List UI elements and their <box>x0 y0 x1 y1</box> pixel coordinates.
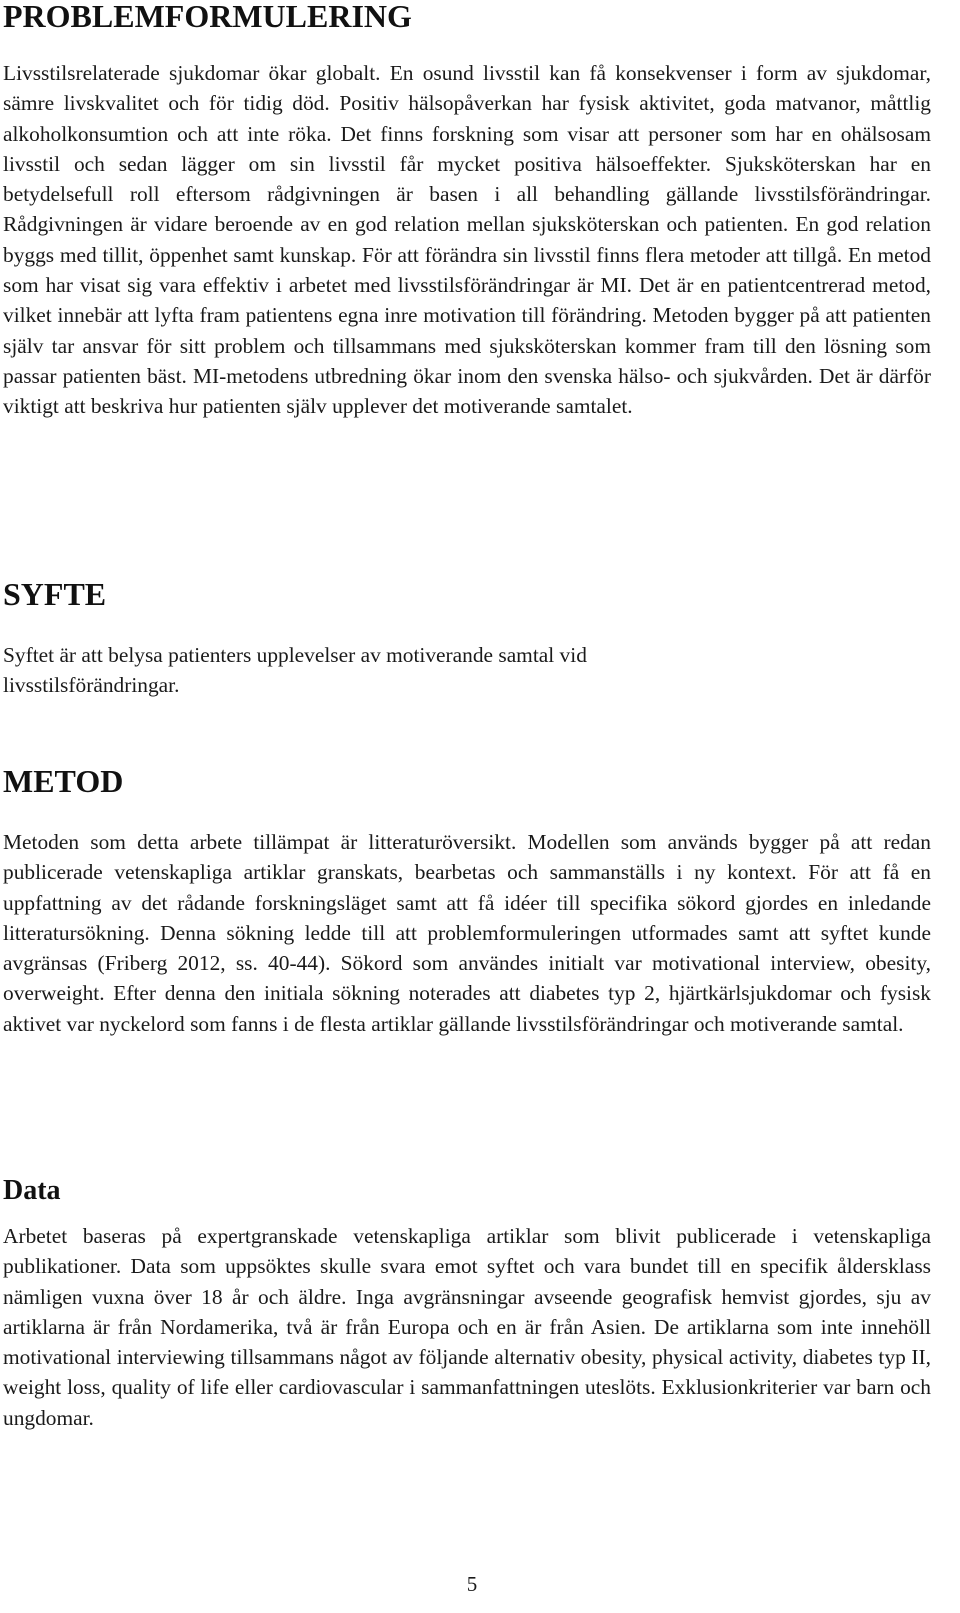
heading-problemformulering: PROBLEMFORMULERING <box>3 0 412 34</box>
page-number: 5 <box>466 1572 478 1596</box>
paragraph-data: Arbetet baseras på expertgranskade vetenskapliga artiklar som blivit publicerade i vetenskapliga publikationer. Data som uppsöktes skulle svara emot syftet och vara bundet till en specifik åldersklass nämligen vuxna över 18 år och äldre. Inga avgränsningar avseende geografisk hemvist gjordes, sju av artiklarna är från Nordamerika, två är från Europa och en är från Asien. De artiklarna som inte innehöll motivational interviewing tillsammans något av följande alternativ obesity, physical activity, diabetes typ II, weight loss, quality of life eller cardiovascular i sammanfattningen uteslöts. Exklusionkriterier var barn och ungdomar. <box>3 1224 931 1430</box>
paragraph-syfte: Syftet är att belysa patienters upplevelser av motiverande samtal vid livsstilsförändringar. <box>3 643 587 698</box>
heading-data: Data <box>3 1175 61 1206</box>
heading-metod: METOD <box>3 763 124 799</box>
paragraph-metod: Metoden som detta arbete tillämpat är litteraturöversikt. Modellen som används bygger på att redan publicerade vetenskapliga artiklar granskats, bearbetas och sammanställs i ny kontext. För att få en uppfattning av det rådande forskningsläget samt att få idéer till specifika sökord gjordes en inledande litteratursökning. Denna sökning ledde till att problemformuleringen utformades samt att syftet kunde avgränsas (Friberg 2012, ss. 40-44). Sökord som användes initialt var motivational interview, obesity, overweight. Efter denna den initiala sökning noterades att diabetes typ 2, hjärtkärlsjukdomar och fysisk aktivet var nyckelord som fanns i de flesta artiklar gällande livsstilsförändringar och motiverande samtal. <box>3 830 931 1036</box>
heading-syfte: SYFTE <box>3 576 107 612</box>
paragraph-problemformulering: Livsstilsrelaterade sjukdomar ökar globalt. En osund livsstil kan få konsekvenser i form av sjukdomar, sämre livskvalitet och för tidig död. Positiv hälsopåverkan har fysisk aktivitet, goda matvanor, måttlig alkoholkonsumtion och att inte röka. Det finns forskning som visar att personer som har en ohälsosam livsstil och sedan lägger om sin livsstil får mycket positiva hälsoeffekter. Sjuksköterskan har en betydelsefull roll eftersom rådgivningen är basen i all behandling gällande livsstilsförändringar. Rådgivningen är vidare beroende av en god relation mellan sjuksköterskan och patienten. En god relation byggs med tillit, öppenhet samt kunskap. För att förändra sin livsstil finns flera metoder att tillgå. En metod som har visat sig vara effektiv i arbetet med livsstilsförändringar är MI. Det är en patientcentrerad metod, vilket innebär att lyfta fram patientens egna inre motivation till förändring. Metoden bygger på att patienten själv tar ansvar för sitt problem och tillsammans med sjuksköterskan kommer fram till den lösning som passar patienten bäst. MI-metodens utbredning ökar inom den svenska hälso- och sjukvården. Det är därför viktigt att beskriva hur patienten själv upplever det motiverande samtalet. <box>3 61 931 419</box>
